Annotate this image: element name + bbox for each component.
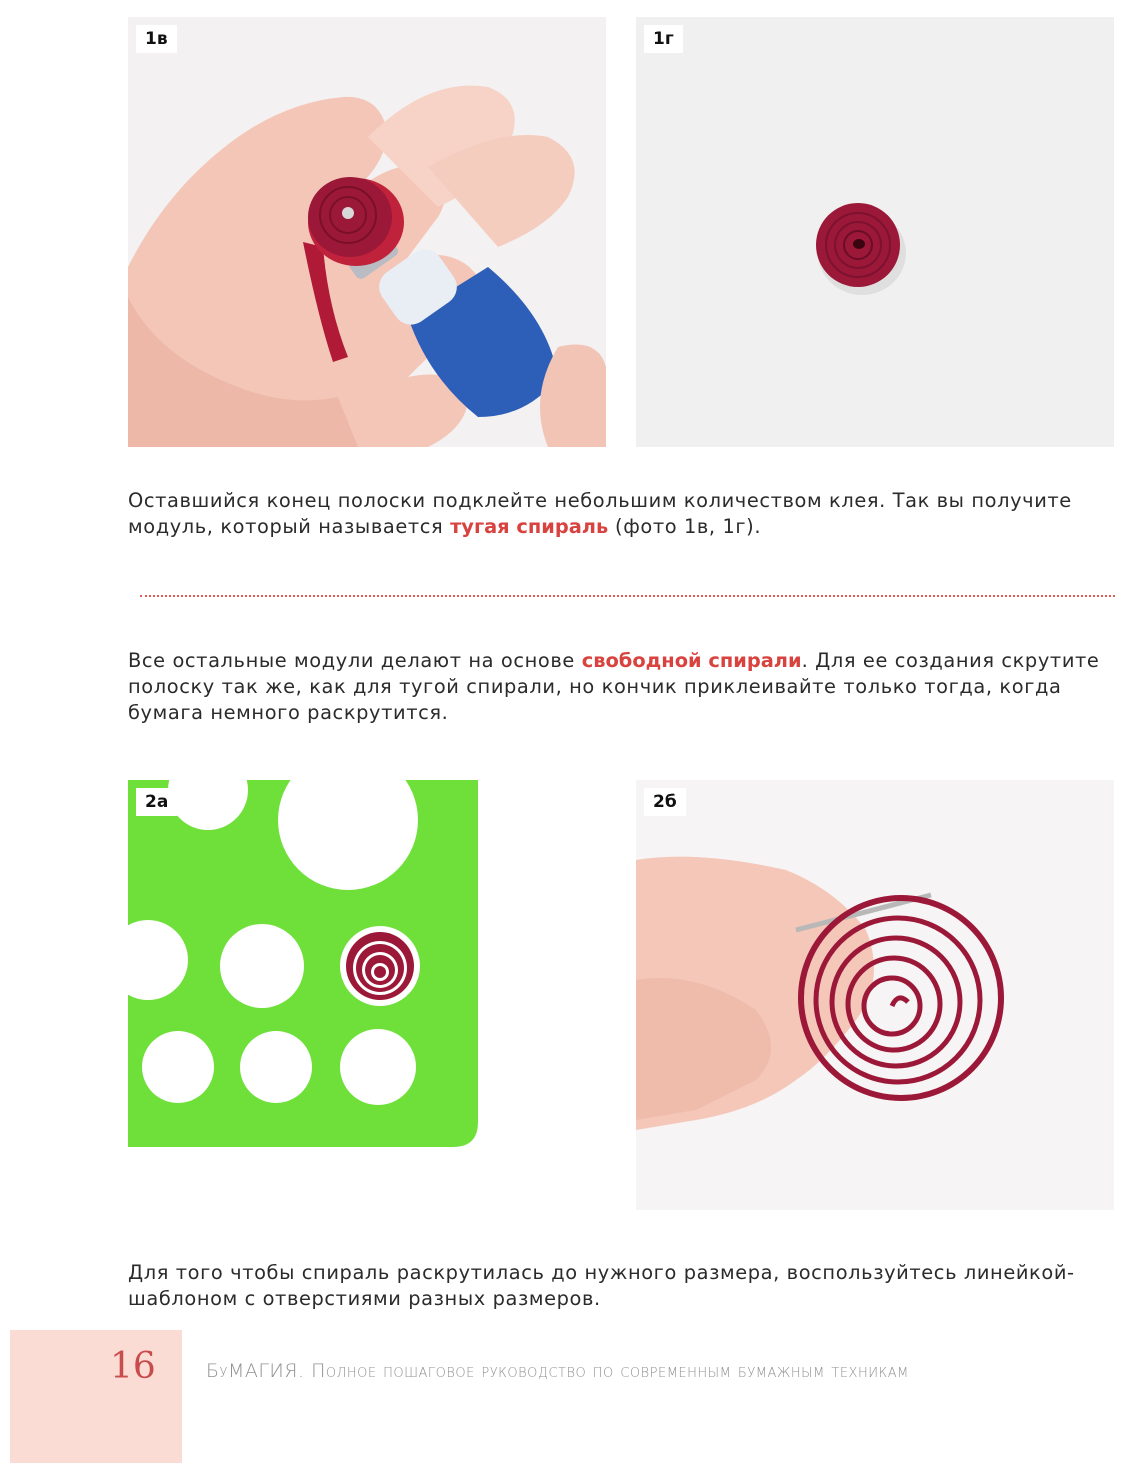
term-loose-spiral: свободной спирали xyxy=(581,649,802,672)
running-footer xyxy=(206,1360,1111,1382)
tight-spiral-icon xyxy=(636,17,1114,447)
paragraph-template: Для того чтобы спираль раскрутилась до нужного размера, воспользуйтесь линейкой-шаблоном с отверстиями разных размеров. xyxy=(128,1261,1075,1310)
green-template-ruler-icon xyxy=(128,780,606,1210)
photo-1v xyxy=(128,17,606,447)
photo-2a xyxy=(128,780,606,1210)
photo-2b xyxy=(636,780,1114,1210)
page-number: 16 xyxy=(110,1346,156,1387)
photo-1g xyxy=(636,17,1114,447)
photo-label: 1в xyxy=(136,25,177,53)
page-number-box xyxy=(10,1330,182,1463)
text: . Для ее создания скрутите полоску так же, как для тугой спирали, но кончик приклеивайте только тогда, когда бумага немного раскрутится. xyxy=(128,649,1100,724)
photo-label: 2а xyxy=(136,788,177,816)
photo-label: 2б xyxy=(644,788,686,816)
book-title: БуМАГИЯ. xyxy=(206,1360,305,1382)
text: Все остальные модули делают на основе xyxy=(128,649,582,672)
paragraph-loose-spiral xyxy=(128,648,1113,726)
loose-spiral-icon xyxy=(636,780,1114,1210)
text: Оставшийся конец полоски подклейте небольшим количеством клея. Так вы получите модуль, который называется xyxy=(128,489,1072,538)
text: (фото 1в, 1г). xyxy=(608,515,762,538)
term-tight-spiral: тугая спираль xyxy=(450,515,609,538)
dotted-divider xyxy=(140,595,1115,597)
photo-label: 1г xyxy=(644,25,683,53)
paragraph-tight-spiral xyxy=(128,488,1113,540)
hand-with-quilling-tool-icon xyxy=(128,17,606,447)
book-subtitle: Полное пошаговое руководство по современным бумажным техникам xyxy=(311,1360,909,1382)
